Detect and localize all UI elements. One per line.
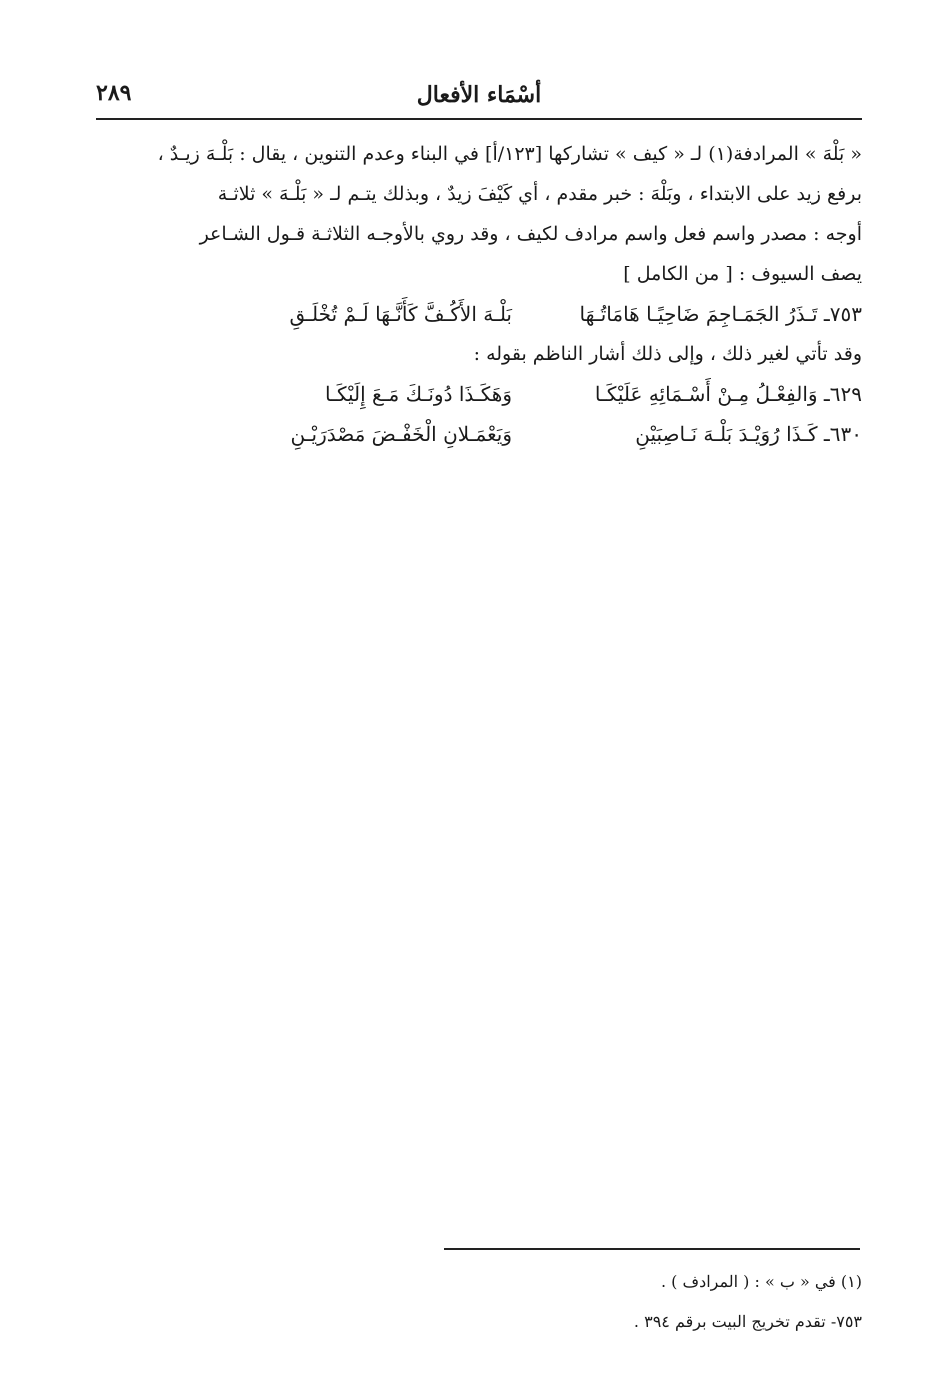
verse-second-hemistich: بَلْـهَ الأَكُـفَّ كَأَنَّـهَا لَـمْ تُخْلَـقِ — [289, 302, 512, 326]
verse-630 — [152, 414, 862, 454]
footnote-753: ٧٥٣- تقدم تخريج البيت برقم ٣٩٤ . — [633, 1312, 862, 1331]
text-line: أوجه : مصدر واسم فعل واسم مرادف لكيف ، وقد روي بالأوجـه الثلاثـة قـول الشـاعر — [199, 223, 862, 245]
running-header — [96, 80, 862, 114]
main-text — [92, 134, 862, 454]
text-line: يصف السيوف : [ من الكامل ] — [623, 263, 862, 285]
text-line: برفع زيد على الابتداء ، وبَلْهَ : خبر مقدم ، أي كَيْفَ زيدٌ ، وبذلك يتـم لـ « بَلْـهَ » ثلاثـة — [217, 183, 862, 205]
chapter-title: أسْمَاء الأفعال — [416, 82, 542, 108]
footnotes — [92, 1262, 862, 1342]
verse-second-hemistich: وَيَعْمَـلانِ الْخَفْـضَ مَصْدَرَيْـنِ — [290, 422, 512, 446]
text-line: « بَلْهَ » المرادفة(١) لـ « كيف » تشاركها [١٢٣/أ] في البناء وعدم التنوين ، يقال : بَلْـهَ زيـدٌ ، — [157, 143, 862, 165]
page-number: ٢٨٩ — [96, 80, 132, 106]
footnote-rule — [444, 1248, 860, 1250]
verse-second-hemistich: وَهَكَـذَا دُونَـكَ مَـعَ إِلَيْكَـا — [325, 382, 512, 406]
verse-753 — [152, 294, 862, 334]
verse-629 — [152, 374, 862, 414]
text-line: وقد تأتي لغير ذلك ، وإلى ذلك أشار الناظم بقوله : — [473, 343, 862, 365]
verse-first-hemistich: ٦٢٩ـ وَالفِعْـلُ مِـنْ أَسْـمَائِهِ عَلَيْكَـا — [594, 382, 862, 406]
verse-first-hemistich: ٧٥٣ـ تَـذَرُ الجَمَـاجِمَ ضَاحِيًـا هَامَاتُـهَا — [579, 302, 862, 326]
header-rule — [96, 118, 862, 120]
verse-first-hemistich: ٦٣٠ـ كَـذَا رُوَيْـدَ بَلْـهَ نَـاصِبَيْنِ — [635, 422, 862, 446]
footnote-1: (١) في « ب » : ( المرادف ) . — [661, 1272, 862, 1291]
